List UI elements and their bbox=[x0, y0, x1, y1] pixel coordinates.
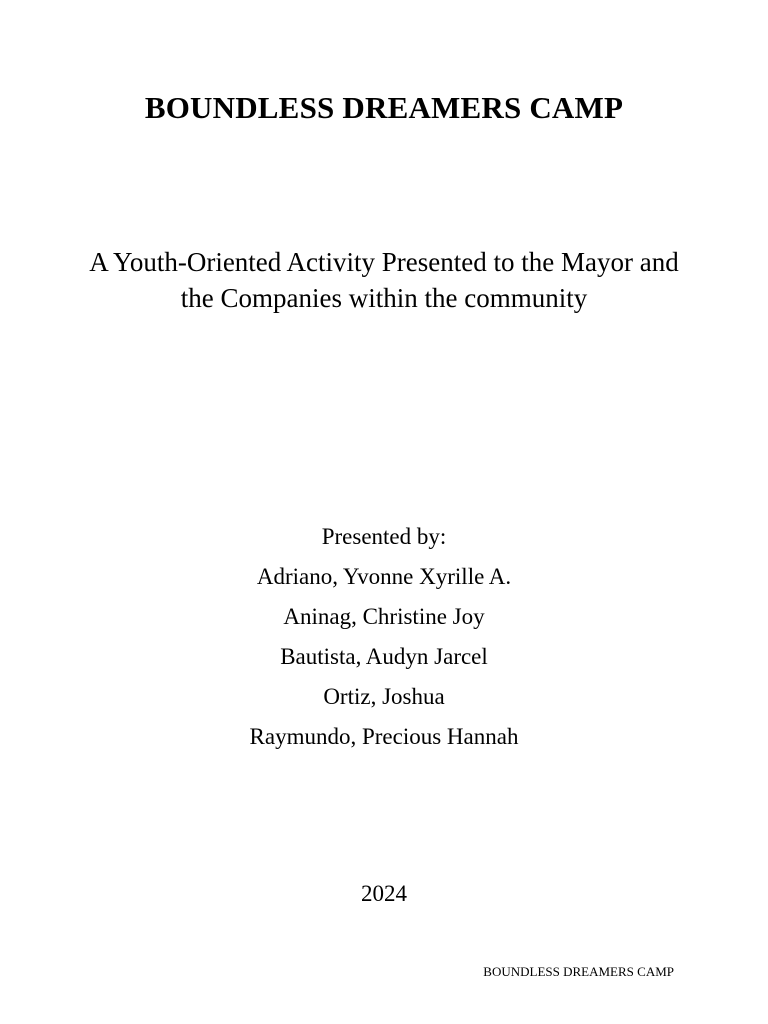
presenter-name: Adriano, Yvonne Xyrille A. bbox=[256, 564, 512, 589]
page-footer: BOUNDLESS DREAMERS CAMP bbox=[483, 964, 674, 979]
document-subtitle: A Youth-Oriented Activity Presented to the Mayor and the Companies within the community bbox=[89, 247, 679, 313]
document-title: BOUNDLESS DREAMERS CAMP bbox=[144, 90, 624, 125]
presenter-name: Ortiz, Joshua bbox=[323, 684, 445, 709]
document-year: 2024 bbox=[361, 881, 407, 906]
presented-by-label: Presented by: bbox=[321, 524, 447, 549]
presenter-name: Aninag, Christine Joy bbox=[283, 604, 485, 629]
presenter-name: Raymundo, Precious Hannah bbox=[249, 724, 519, 749]
presenter-name: Bautista, Audyn Jarcel bbox=[280, 644, 488, 669]
presenters-block bbox=[0, 517, 768, 757]
